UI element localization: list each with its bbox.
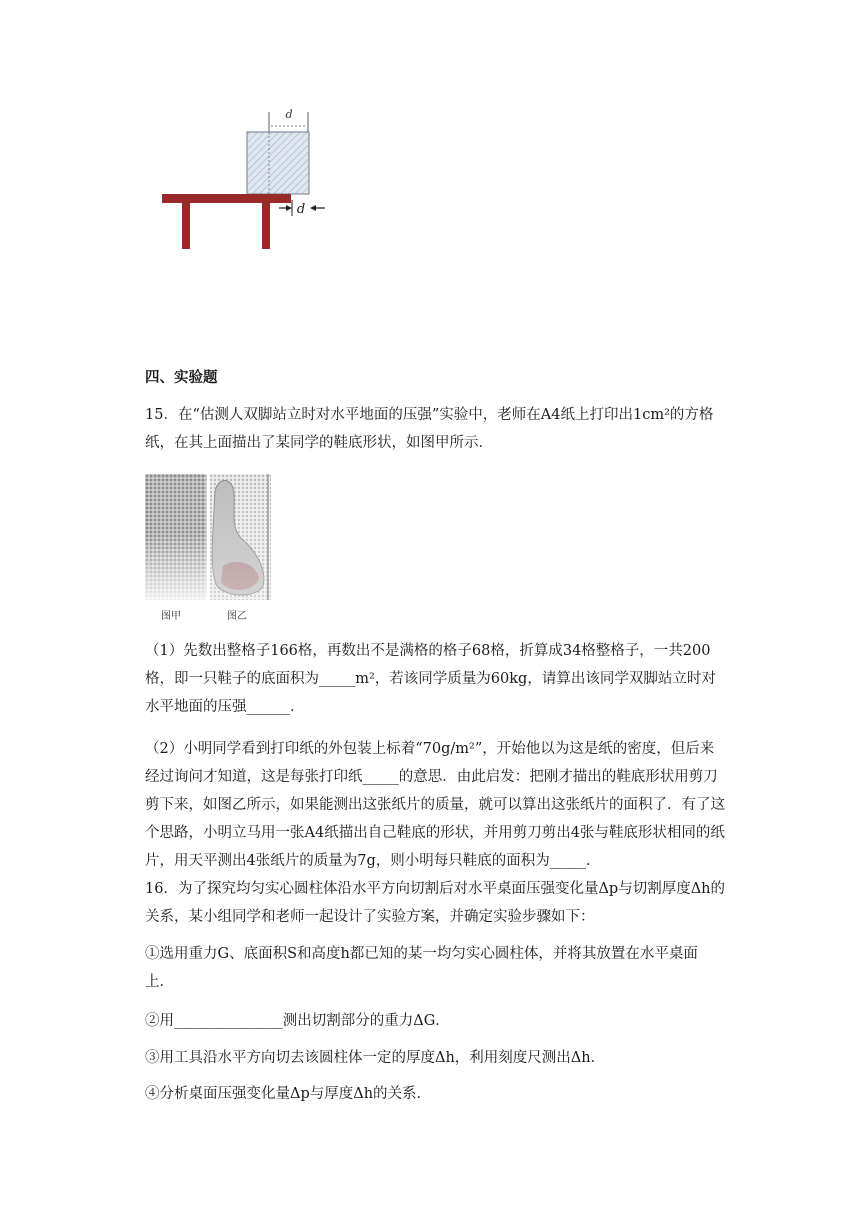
- table-top: [162, 194, 291, 203]
- block-width-label: d: [285, 108, 293, 121]
- shoe-figure: [145, 474, 271, 622]
- q16-intro: 16．为了探究均匀实心圆柱体沿水平方向切割后对水平桌面压强变化量Δp与切割厚度Δh的关系，某小组同学和老师一起设计了实验方案，并确定实验步骤如下：: [145, 881, 726, 925]
- shoe-figure-image: [145, 474, 271, 602]
- table-leg-left: [182, 203, 190, 249]
- overhang-label: d: [296, 202, 306, 217]
- section-heading: 四、实验题: [145, 370, 218, 386]
- q16-step3: ③用工具沿水平方向切去该圆柱体一定的厚度Δh，利用刻度尺测出Δh．: [145, 1050, 606, 1066]
- table-leg-right: [262, 203, 270, 249]
- caption-yi: 图乙: [227, 611, 247, 622]
- q15-part2: （2）小明同学看到打印纸的外包装上标着“70g/m²”，开始他以为这是纸的密度，但后来经过询问才知道，这是每张打印纸_____的意思．由此启发：把刚才描出的鞋底形状用剪刀剪下来，如图乙所示，如果能测出这张纸片的质量，就可以算出这张纸片的面积了．有了这个思路，小明立马用一张A4纸描出自己鞋底的形状，并用剪刀剪出4张与鞋底形状相同的纸片，用天平测出4张纸片的质量为7g，则小明每只鞋底的面积为_____．: [145, 741, 725, 869]
- block-on-table-figure: [155, 100, 345, 255]
- q16-step1: ①选用重力G、底面积S和高度h都已知的某一均匀实心圆柱体，并将其放置在水平桌面上．: [145, 946, 698, 990]
- q15-intro: 15．在“估测人双脚站立时对水平地面的压强”实验中，老师在A4纸上打印出1cm²的方格纸，在其上面描出了某同学的鞋底形状，如图甲所示．: [145, 407, 714, 451]
- q16-step4: ④分析桌面压强变化量Δp与厚度Δh的关系．: [145, 1086, 432, 1102]
- q16-step2: ②用_______________测出切割部分的重力ΔG．: [145, 1013, 450, 1029]
- q15-part1: （1）先数出整格子166格，再数出不是满格的格子68格，折算成34格整格子，一共200格，即一只鞋子的底面积为_____m²，若该同学质量为60kg，请算出该同学双脚站立时对水平地面的压强______．: [145, 643, 716, 715]
- caption-jia: 图甲: [161, 611, 181, 622]
